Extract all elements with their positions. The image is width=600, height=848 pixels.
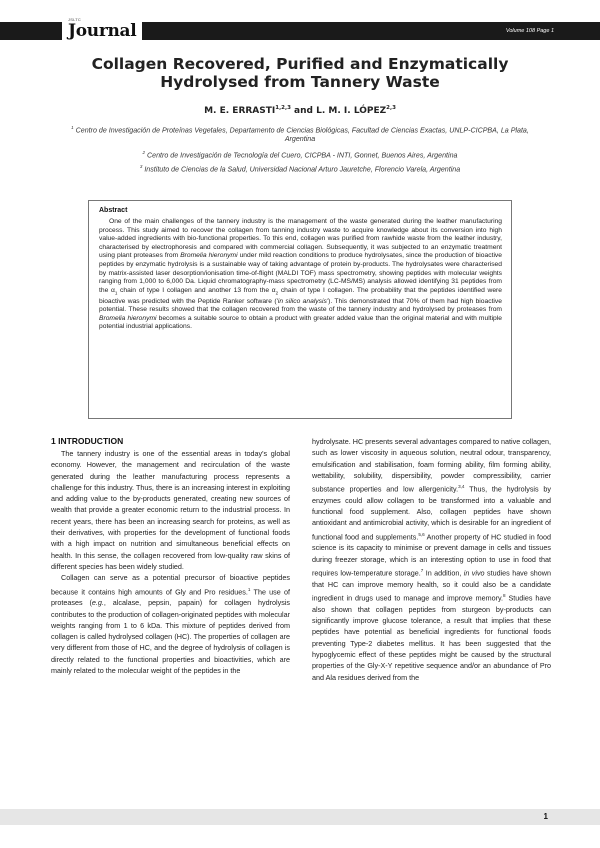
affiliation-1 — [58, 123, 542, 144]
abstract-body: One of the main challenges of the tannery industry is the management of the waste generated during the leather manufacturing process. This study aimed to recover the collagen from tanning industry waste to acquire knowledge about its conversion into high value-added ingredients with bio-functional properties. To this end, collagen was purified from rawhide waste from the leather industry, characterised by electrophoresis and compared with commercial collagen. Subsequently, it was subjected to an enzymatic treatment using plant proteases from Bromelia hieronymi under mild reaction conditions to produce hydrolysates, since the production of bioactive peptides by enzymatic hydrolysis is a sustainable way of taking advantage of protein by-products. The hydrolysates were characterised by matrix-assisted laser desorption/ionisation time-of-flight (MALDI TOF) mass spectrometry, showing peptides with molecular weights ranging from 1,000 to 6,000 Da. Liquid chromatography-mass spectrometry (LC-MS/MS) analysis allowed identifying 31 peptides from the $\alpha_1$ chain of type I collagen and another 13 from the $\alpha_2$ chain of type I collagen. The probability that the peptides identified were bioactive was predicted with the Peptide Ranker software ('in silico analysis'). This demonstrated that 70% of them had high bioactive potential. These results showed that the collagen recovered from the waste of the tannery industry and hydrolysed by proteases from Bromelia hieronymi becomes a suitable source to obtain a product with greater added value than the original material and with multiple potential industrial applications. — [99, 218, 502, 331]
footer-bar — [0, 809, 600, 825]
paragraph: Collagen can serve as a potential precursor of bioactive peptides because it contains high amounts of Gly and Pro residues.$^1$ The use of proteases (e.g., alcalase, pepsin, papain) for collagen hydrolysis contributes to the production of collagen-originated peptides with molecular weights ranging from 1 to 6 kDa. This mixture of peptides derived from collagen is called hydrolysed collagen (HC). The properties of collagen are very different from those of HC, and the degree of hydrolysis of collagen is directly related to the functional properties and bioactivities, which are mainly related to the molecular weight of the peptides in the — [51, 573, 290, 676]
abstract-box — [88, 200, 512, 419]
abstract-heading: Abstract — [99, 207, 128, 214]
author-line — [40, 105, 560, 116]
paragraph: hydrolysate. HC presents several advantages compared to native collagen, such as lower viscosity in aqueous solution, neutral odour, transparency, emulsification and stabilisation, foam forming ability, film forming ability, wettability, solubility, dispersibility, powder compressibility, carrier substance properties and low allergenicity.$^{3,4}$ Thus, the hydrolysis by enzymes could allow collagen to be transformed into a valuable and functional food supplement. Also, collagen peptides have shown antioxidant and antimicrobial activity, which is desirable for an ingredient of functional food and supplements.$^{5,6}$ Another property of HC studied in food science is its capacity to minimise or prevent damage in cells and tissues during freezer storage, which is an interesting option to use in food that requires low-temperature storage.$^7$ In addition, in vivo studies have shown that HC can improve memory health, so it could also be a candidate ingredient in drugs used to manage and improve memory.$^8$ Studies have also shown that collagen peptides from sturgeon by-products can significantly improve glucose tolerance, a result that implies that these peptides have potential as beneficial ingredients for functional foods preventing Type-2 diabetes mellitus. It has been suggested that the hypoglycemic effect of these peptides might be caused by the structural properties of the Gly-X-Y repetitive sequence and/or an abundance of Pro and Ala residues derived from the — [312, 437, 552, 682]
page-number: 1 — [543, 812, 548, 821]
journal-logo — [62, 17, 142, 42]
author-1: M. E. ERRASTI — [204, 106, 276, 116]
right-column — [312, 436, 551, 683]
affiliation-3 — [58, 162, 542, 174]
left-column — [51, 436, 290, 676]
affiliation-text: Centro de Investigación de Proteínas Vegetales, Departamento de Ciencias Biológicas, Facultad de Ciencias Exactas, UNLP-CICPBA, La Plata, Argentina — [73, 126, 529, 144]
author-2: L. M. I. LÓPEZ — [316, 106, 387, 116]
section-heading: 1 INTRODUCTION — [51, 436, 124, 446]
affiliation-text: Instituto de Ciencias de la Salud, Universidad Nacional Arturo Jauretche, Florencio Varela, Argentina — [142, 165, 461, 174]
affiliation-2 — [58, 148, 542, 160]
volume-page: Volume 108 Page 1 — [505, 28, 554, 34]
affiliation-text: Centro de Investigación de Tecnología del Cuero, CICPBA - INTI, Gonnet, Buenos Aires, Argentina — [145, 151, 458, 160]
logo-superscript: JSLTC — [68, 17, 81, 22]
affiliation-number: 2 — [142, 150, 146, 155]
affiliation-number: 3 — [139, 164, 143, 169]
affiliation-number: 1 — [71, 125, 74, 130]
article-title: Collagen Recovered, Purified and Enzymatically Hydrolysed from Tannery Waste — [91, 55, 509, 91]
paragraph: The tannery industry is one of the essential areas in today's global economy. However, the management and recirculation of the waste generated during the leather manufacturing process represents a challenge for this industry. Thus, there is an increasing interest in exploiting and adding value to the by-products generated, creating new sources of wealth that provide a greater economic return to the industrial process. In recent years, there has been an increasing search for proteins, as well as their derivatives, with properties for the development of functional foods with a high impact on nutrition and simultaneous beneficial effects on health. In this sense, the collagen recovered from low-quality raw skins of different species has been widely studied. — [51, 449, 290, 571]
author-1-affil: 1,2,3 — [275, 105, 291, 111]
author-2-affil: 2,3 — [386, 105, 396, 111]
journal-header — [0, 17, 600, 42]
logo-text: Journal — [68, 21, 137, 41]
author-joiner: and — [290, 106, 317, 116]
